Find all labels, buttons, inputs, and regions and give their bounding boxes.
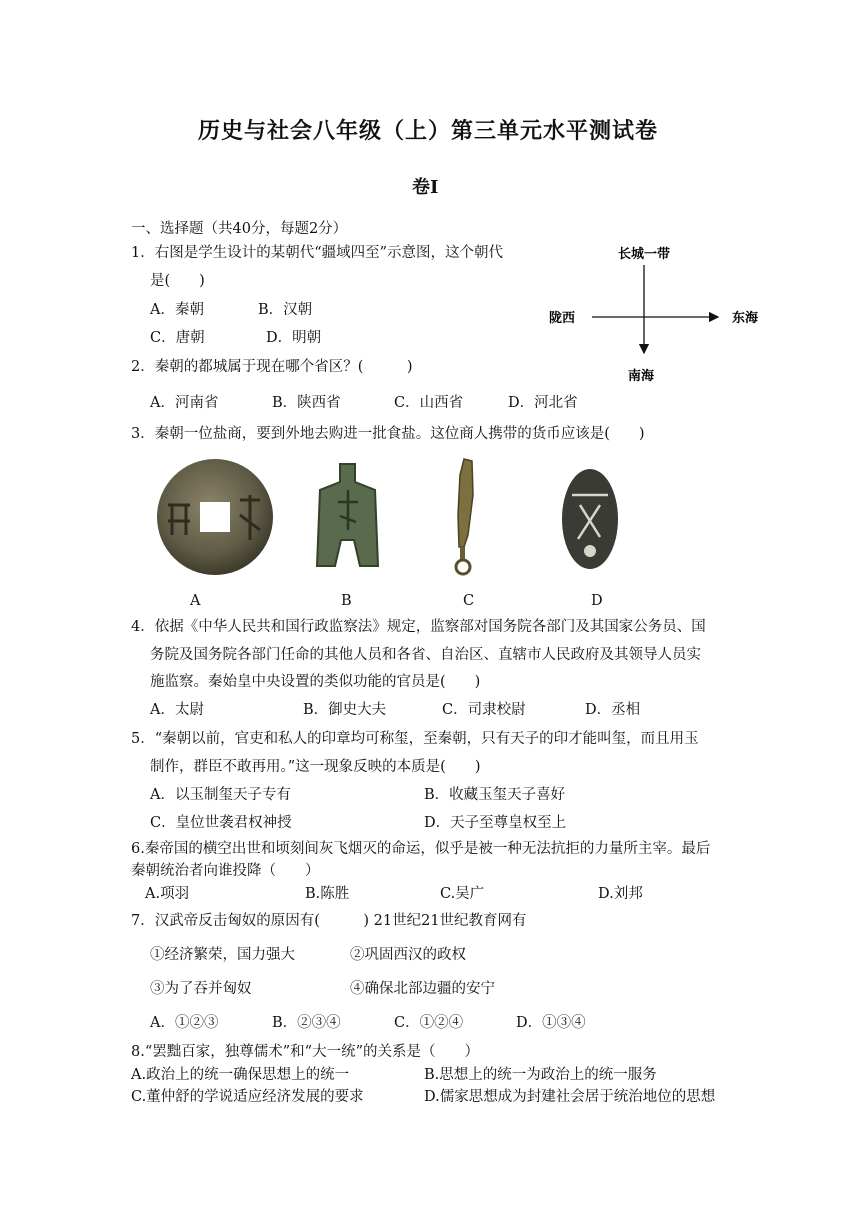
q6-option-a: A.项羽 (145, 886, 190, 902)
q7-statement-1: ①经济繁荣，国力强大 (150, 947, 295, 963)
q4-option-b: B．御史大夫 (303, 702, 387, 718)
page-title: 历史与社会八年级（上）第三单元水平测试卷 (198, 118, 659, 144)
q4-stem-line1: 4．依据《中华人民共和国行政监察法》规定，监察部对国务院各部门及其国家公务员、国 (131, 619, 706, 635)
q5-option-c: C．皇位世袭君权神授 (150, 815, 292, 831)
q4-option-c: C．司隶校尉 (442, 702, 526, 718)
paper-subtitle: 卷Ⅰ (412, 177, 439, 198)
q7-option-a: A．①②③ (150, 1015, 219, 1031)
q4-option-d: D．丞相 (585, 702, 641, 718)
section-heading: 一、选择题（共40分，每题2分） (131, 221, 348, 237)
q1-option-a: A．秦朝 (150, 302, 204, 318)
territory-diagram (540, 240, 780, 390)
q7-statement-3: ③为了吞并匈奴 (150, 981, 252, 997)
q2-option-a: A．河南省 (150, 395, 219, 411)
map-label-west: 陇西 (549, 311, 576, 326)
q5-option-d: D．天子至尊皇权至上 (424, 815, 567, 831)
q1-stem: 1．右图是学生设计的某朝代“疆域四至”示意图，这个朝代 (131, 245, 504, 261)
q4-stem-line3: 施监察。秦始皇中央设置的类似功能的官员是( ) (150, 674, 481, 690)
q6-option-d: D.刘邦 (598, 886, 643, 902)
q7-option-c: C．①②④ (394, 1015, 464, 1031)
q2-option-b: B．陕西省 (272, 395, 341, 411)
coin-c-knife-image (448, 455, 483, 580)
q2-stem: 2．秦朝的都城属于现在哪个省区？( ) (131, 359, 413, 375)
q5-stem-line2: 制作，群臣不敢再用。”这一现象反映的本质是( ) (150, 759, 481, 775)
q1-stem-cont: 是( ) (150, 273, 205, 289)
coin-label-c: C (463, 593, 475, 609)
q6-stem-line2: 秦朝统治者向谁投降（ ） (131, 863, 320, 879)
q1-option-b: B．汉朝 (258, 302, 313, 318)
q6-option-b: B.陈胜 (305, 886, 350, 902)
coin-b-spade-image (310, 460, 385, 575)
q8-stem: 8.“罢黜百家，独尊儒术”和“大一统”的关系是（ ） (131, 1044, 479, 1060)
q8-option-c: C.董仲舒的学说适应经济发展的要求 (131, 1089, 364, 1105)
q8-option-b: B.思想上的统一为政治上的统一服务 (424, 1067, 657, 1083)
coin-d-antnose-image (558, 465, 623, 580)
q6-option-c: C.吴广 (440, 886, 485, 902)
q7-statement-2: ②巩固西汉的政权 (350, 947, 466, 963)
map-label-east: 东海 (732, 311, 759, 326)
q7-statement-4: ④确保北部边疆的安宁 (350, 981, 495, 997)
q8-option-d: D.儒家思想成为封建社会居于统治地位的思想 (424, 1089, 716, 1105)
q7-option-b: B．②③④ (272, 1015, 341, 1031)
coin-label-b: B (341, 593, 352, 609)
q7-option-d: D．①③④ (516, 1015, 586, 1031)
q5-stem-line1: 5．“秦朝以前，官吏和私人的印章均可称玺，至秦朝，只有天子的印才能叫玺，而且用玉 (131, 731, 699, 747)
q7-stem: 7．汉武帝反击匈奴的原因有( ) 21世纪21世纪教育网有 (131, 913, 527, 929)
q4-stem-line2: 务院及国务院各部门任命的其他人员和各省、自治区、直辖市人民政府及其领导人员实 (150, 647, 701, 663)
coin-a-banliang-image (150, 455, 280, 580)
q6-stem-line1: 6.秦帝国的横空出世和顷刻间灰飞烟灭的命运，似乎是被一种无法抗拒的力量所主宰。最后 (131, 841, 711, 857)
q4-option-a: A．太尉 (150, 702, 204, 718)
q5-option-a: A．以玉制玺天子专有 (150, 787, 291, 803)
map-label-south: 南海 (628, 369, 655, 384)
q1-option-c: C．唐朝 (150, 330, 205, 346)
q1-option-d: D．明朝 (266, 330, 322, 346)
coin-label-d: D (591, 593, 603, 609)
q5-option-b: B．收藏玉玺天子喜好 (424, 787, 566, 803)
coin-label-a: A (190, 593, 201, 609)
q8-option-a: A.政治上的统一确保思想上的统一 (131, 1067, 350, 1083)
q2-option-d: D．河北省 (508, 395, 578, 411)
q2-option-c: C．山西省 (394, 395, 464, 411)
map-label-north: 长城一带 (618, 247, 671, 262)
q3-stem: 3．秦朝一位盐商，要到外地去购进一批食盐。这位商人携带的货币应该是( ) (131, 426, 645, 442)
